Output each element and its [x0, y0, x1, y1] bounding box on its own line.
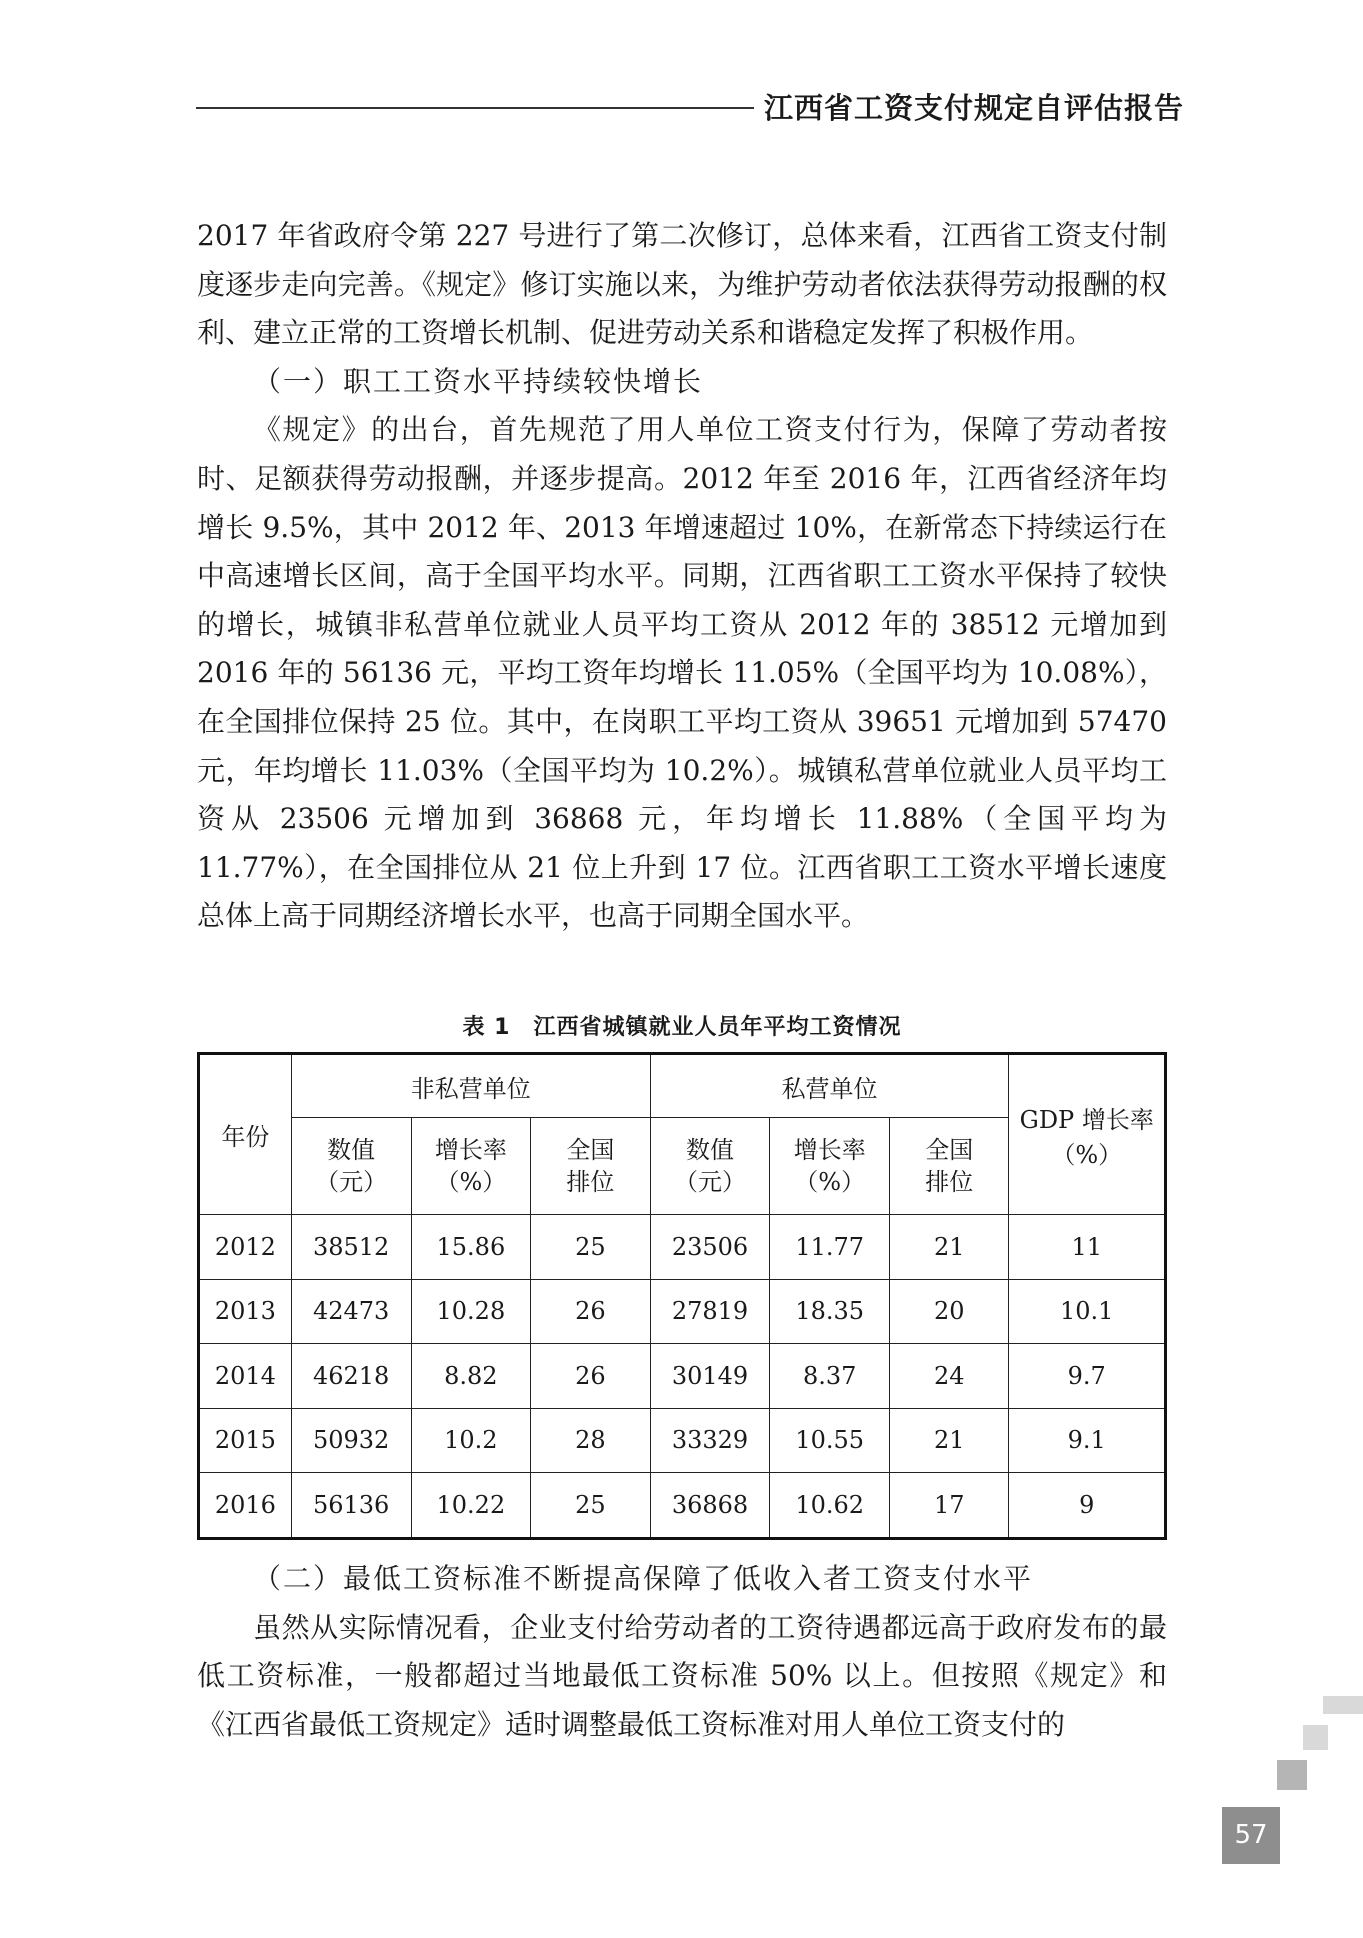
subheader-line2: （%） [794, 1168, 866, 1196]
header-private-rate [770, 1118, 890, 1215]
corner-decoration-square [1323, 1696, 1363, 1714]
table-cell: 25 [531, 1473, 650, 1539]
table-cell: 27819 [650, 1279, 770, 1344]
table-header-row-1 [199, 1054, 1166, 1118]
header-rule [196, 107, 754, 109]
paragraph-section-2: 虽然从实际情况看，企业支付给劳动者的工资待遇都远高于政府发布的最低工资标准，一般都超过当地最低工资标准 50% 以上。但按照《规定》和《江西省最低工资规定》适时调整最低工资标准对用人单位工资支付的 [197, 1610, 1167, 1741]
table-row [199, 1279, 1166, 1344]
table-cell: 21 [890, 1408, 1009, 1473]
header-private-rank [890, 1118, 1009, 1215]
table-row [199, 1215, 1166, 1280]
header-gdp [1009, 1054, 1166, 1215]
subheader-line1: 增长率 [434, 1136, 507, 1164]
table-cell: 9 [1009, 1473, 1166, 1539]
table-cell: 20 [890, 1279, 1009, 1344]
table-cell: 10.2 [411, 1408, 531, 1473]
table-cell: 2016 [199, 1473, 292, 1539]
table-cell: 2013 [199, 1279, 292, 1344]
table-cell: 2012 [199, 1215, 292, 1280]
header-gdp-line1: GDP 增长率 [1019, 1105, 1154, 1134]
table-cell: 2015 [199, 1408, 292, 1473]
paragraph-intro: 2017 年省政府令第 227 号进行了第二次修订，总体来看，江西省工资支付制度逐步走向完善。《规定》修订实施以来，为维护劳动者依法获得劳动报酬的权利、建立正常的工资增长机制、促进劳动关系和谐稳定发挥了积极作用。 [197, 219, 1167, 350]
subheader-line2: （%） [435, 1168, 507, 1196]
subheader-line2: 排位 [925, 1168, 974, 1196]
header-gdp-line2: （%） [1051, 1140, 1123, 1169]
table-cell: 46218 [291, 1344, 411, 1409]
table-cell: 30149 [650, 1344, 770, 1409]
table-cell: 28 [531, 1408, 650, 1473]
subheader-line1: 全国 [925, 1136, 974, 1164]
table-row [199, 1408, 1166, 1473]
running-header-title: 江西省工资支付规定自评估报告 [764, 91, 1185, 125]
body-text-upper [197, 212, 1167, 941]
table-cell: 38512 [291, 1215, 411, 1280]
table-cell: 42473 [291, 1279, 411, 1344]
table-cell: 8.37 [770, 1344, 890, 1409]
table-cell: 33329 [650, 1408, 770, 1473]
table-cell: 18.35 [770, 1279, 890, 1344]
table-cell: 11 [1009, 1215, 1166, 1280]
subheader-line1: 数值 [686, 1136, 734, 1164]
section-heading-2: （二）最低工资标准不断提高保障了低收入者工资支付水平 [253, 1562, 1034, 1595]
table-cell: 2014 [199, 1344, 292, 1409]
subheader-line2: （元） [674, 1168, 746, 1196]
table-cell: 36868 [650, 1473, 770, 1539]
subheader-line1: 全国 [566, 1136, 615, 1164]
table-cell: 9.1 [1009, 1408, 1166, 1473]
table-cell: 15.86 [411, 1215, 531, 1280]
table-cell: 26 [531, 1279, 650, 1344]
table-cell: 50932 [291, 1408, 411, 1473]
table-row [199, 1344, 1166, 1409]
paragraph-section-1: 《规定》的出台，首先规范了用人单位工资支付行为，保障了劳动者按时、足额获得劳动报酬，并逐步提高。2012 年至 2016 年，江西省经济年均增长 9.5%，其中 2012 年、2013 年增速超过 10%，在新常态下持续运行在中高速增长区间，高于全国平均水平。同期，江西省职工工资水平保持了较快的增长，城镇非私营单位就业人员平均工资从 2012 年的 38512 元增加到 2016 年的 56136 元，平均工资年均增长 11.05%（全国平均为 10.08%），在全国排位保持 25 位。其中，在岗职工平均工资从 39651 元增加到 57470 元，年均增长 11.03%（全国平均为 10.2%）。城镇私营单位就业人员平均工资从 23506 元增加到 36868 元，年均增长 11.88%（全国平均为 11.77%），在全国排位从 21 位上升到 17 位。江西省职工工资水平增长速度总体上高于同期经济增长水平，也高于同期全国水平。 [197, 413, 1167, 933]
section-heading-1: （一）职工工资水平持续较快增长 [253, 364, 704, 398]
table-cell: 11.77 [770, 1215, 890, 1280]
header-nonprivate-value [291, 1118, 411, 1215]
table-row [199, 1473, 1166, 1539]
header-group-nonprivate: 非私营单位 [291, 1054, 650, 1118]
page-number: 57 [1222, 1807, 1280, 1864]
table-cell: 21 [890, 1215, 1009, 1280]
table-cell: 8.82 [411, 1344, 531, 1409]
table-cell: 10.55 [770, 1408, 890, 1473]
table-cell: 10.1 [1009, 1279, 1166, 1344]
table-cell: 25 [531, 1215, 650, 1280]
subheader-line1: 数值 [327, 1136, 376, 1164]
table-cell: 10.62 [770, 1473, 890, 1539]
header-nonprivate-rate [411, 1118, 531, 1215]
body-text-lower [197, 1555, 1167, 1749]
table-cell: 10.28 [411, 1279, 531, 1344]
header-year: 年份 [199, 1054, 292, 1215]
table-cell: 23506 [650, 1215, 770, 1280]
table-caption: 表 1 江西省城镇就业人员年平均工资情况 [462, 1015, 902, 1040]
subheader-line2: （元） [315, 1168, 388, 1196]
table-cell: 17 [890, 1473, 1009, 1539]
corner-decoration-square [1277, 1760, 1307, 1790]
header-nonprivate-rank [531, 1118, 650, 1215]
table-cell: 10.22 [411, 1473, 531, 1539]
table-cell: 26 [531, 1344, 650, 1409]
subheader-line2: 排位 [566, 1168, 615, 1196]
corner-decoration-square [1303, 1725, 1328, 1750]
header-private-value [650, 1118, 770, 1215]
table-cell: 9.7 [1009, 1344, 1166, 1409]
subheader-line1: 增长率 [793, 1136, 866, 1164]
wage-table [197, 1052, 1167, 1540]
header-group-private: 私营单位 [650, 1054, 1009, 1118]
table-cell: 56136 [291, 1473, 411, 1539]
table-cell: 24 [890, 1344, 1009, 1409]
